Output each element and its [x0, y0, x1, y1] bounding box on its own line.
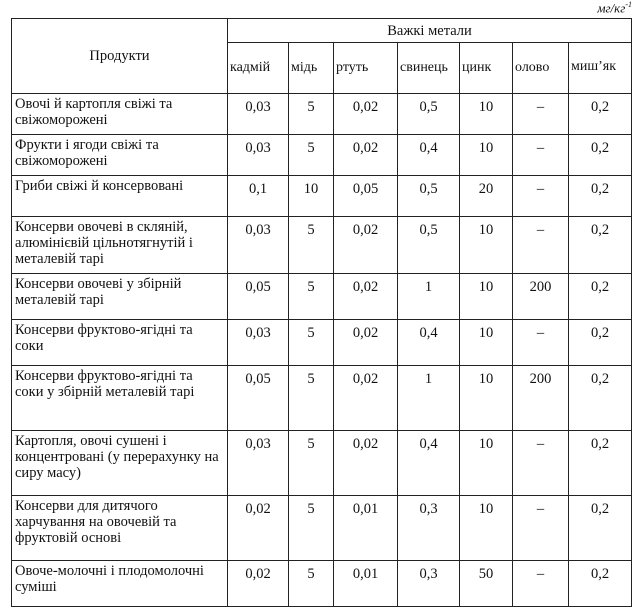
table-row	[12, 561, 632, 607]
products-header: Продукти	[12, 19, 228, 94]
value-cadmium: 0,03	[228, 135, 289, 176]
product-name: Гриби свіжі й консервовані	[12, 176, 228, 217]
metals-group-header: Важкі метали	[228, 19, 632, 43]
value-arsenic: 0,2	[569, 561, 632, 607]
value-zinc: 50	[460, 561, 513, 607]
value-lead: 0,5	[398, 94, 460, 135]
metal-header-zinc: цинк	[460, 43, 513, 94]
value-mercury: 0,02	[334, 94, 398, 135]
value-cadmium: 0,03	[228, 94, 289, 135]
value-tin: –	[513, 431, 569, 496]
metal-header-cadmium: кадмій	[228, 43, 289, 94]
product-name: Фрукти і ягоди свіжі та свіжоморожені	[12, 135, 228, 176]
product-name: Консерви овочеві у збірній металевій тарі	[12, 274, 228, 320]
value-zinc: 10	[460, 94, 513, 135]
table-row	[12, 366, 632, 431]
table-row	[12, 496, 632, 561]
value-copper: 5	[289, 561, 334, 607]
value-zinc: 20	[460, 176, 513, 217]
product-name: Консерви фруктово-ягідні та соки	[12, 320, 228, 366]
value-cadmium: 0,02	[228, 496, 289, 561]
value-lead: 0,5	[398, 176, 460, 217]
value-arsenic: 0,2	[569, 135, 632, 176]
value-zinc: 10	[460, 320, 513, 366]
table-row	[12, 217, 632, 274]
table-row	[12, 94, 632, 135]
value-copper: 10	[289, 176, 334, 217]
value-lead: 1	[398, 274, 460, 320]
value-mercury: 0,02	[334, 274, 398, 320]
product-name: Картопля, овочі сушені і концентровані (у перерахунку на сиру масу)	[12, 431, 228, 496]
value-mercury: 0,02	[334, 217, 398, 274]
value-tin: 200	[513, 366, 569, 431]
value-tin: –	[513, 94, 569, 135]
value-mercury: 0,02	[334, 320, 398, 366]
value-mercury: 0,05	[334, 176, 398, 217]
header-row-group	[12, 19, 632, 43]
value-tin: 200	[513, 274, 569, 320]
value-arsenic: 0,2	[569, 366, 632, 431]
value-copper: 5	[289, 496, 334, 561]
value-tin: –	[513, 135, 569, 176]
value-copper: 5	[289, 431, 334, 496]
metal-header-mercury: ртуть	[334, 43, 398, 94]
product-name: Консерви для дитячого харчування на овочевій та фруктовій основі	[12, 496, 228, 561]
unit-base: мг/кг	[597, 0, 626, 16]
value-copper: 5	[289, 94, 334, 135]
table-row	[12, 431, 632, 496]
value-tin: –	[513, 176, 569, 217]
value-lead: 0,4	[398, 320, 460, 366]
value-zinc: 10	[460, 274, 513, 320]
value-zinc: 10	[460, 431, 513, 496]
value-cadmium: 0,1	[228, 176, 289, 217]
product-name: Овоче-молочні і плодомолочні суміші	[12, 561, 228, 607]
metal-header-copper: мідь	[289, 43, 334, 94]
table-row	[12, 274, 632, 320]
product-name: Овочі й картопля свіжі та свіжоморожені	[12, 94, 228, 135]
value-arsenic: 0,2	[569, 431, 632, 496]
value-copper: 5	[289, 217, 334, 274]
value-copper: 5	[289, 366, 334, 431]
value-mercury: 0,02	[334, 366, 398, 431]
table-row	[12, 135, 632, 176]
value-cadmium: 0,05	[228, 274, 289, 320]
value-mercury: 0,02	[334, 135, 398, 176]
value-cadmium: 0,05	[228, 366, 289, 431]
value-arsenic: 0,2	[569, 320, 632, 366]
value-zinc: 10	[460, 496, 513, 561]
value-cadmium: 0,03	[228, 217, 289, 274]
value-mercury: 0,02	[334, 431, 398, 496]
value-cadmium: 0,02	[228, 561, 289, 607]
value-lead: 0,4	[398, 135, 460, 176]
value-tin: –	[513, 217, 569, 274]
value-tin: –	[513, 320, 569, 366]
value-mercury: 0,01	[334, 496, 398, 561]
value-copper: 5	[289, 135, 334, 176]
value-tin: –	[513, 561, 569, 607]
value-lead: 0,5	[398, 217, 460, 274]
product-name: Консерви овочеві в скляній, алюмінієвій цільнотягнутій і металевій тарі	[12, 217, 228, 274]
unit-label	[597, 0, 632, 16]
value-arsenic: 0,2	[569, 274, 632, 320]
value-cadmium: 0,03	[228, 431, 289, 496]
value-zinc: 10	[460, 135, 513, 176]
value-lead: 0,3	[398, 496, 460, 561]
value-mercury: 0,01	[334, 561, 398, 607]
heavy-metals-table	[11, 18, 632, 607]
metal-header-tin: олово	[513, 43, 569, 94]
value-arsenic: 0,2	[569, 176, 632, 217]
unit-exponent: -1	[625, 0, 632, 9]
metal-header-arsenic: миш’як	[569, 43, 632, 94]
value-copper: 5	[289, 274, 334, 320]
product-name: Консерви фруктово-ягідні та соки у збірній металевій тарі	[12, 366, 228, 431]
value-copper: 5	[289, 320, 334, 366]
table-row	[12, 320, 632, 366]
value-arsenic: 0,2	[569, 496, 632, 561]
value-lead: 0,4	[398, 431, 460, 496]
value-lead: 0,3	[398, 561, 460, 607]
value-tin: –	[513, 496, 569, 561]
table-row	[12, 176, 632, 217]
value-zinc: 10	[460, 366, 513, 431]
value-arsenic: 0,2	[569, 217, 632, 274]
value-zinc: 10	[460, 217, 513, 274]
value-arsenic: 0,2	[569, 94, 632, 135]
value-cadmium: 0,03	[228, 320, 289, 366]
value-lead: 1	[398, 366, 460, 431]
metal-header-lead: свинець	[398, 43, 460, 94]
